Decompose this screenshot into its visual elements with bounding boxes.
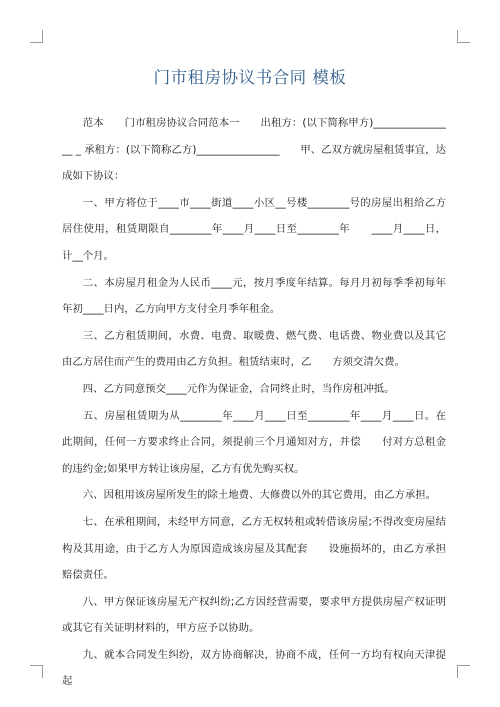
paragraph-clause-1: 一、甲方将位于____市____街道____小区__号楼________号的房屋出租给乙方居住使用，租赁期限自________年____月____日至________年 ____月____日，计__个月。 [62, 196, 446, 262]
paragraph-clause-2: 二、本房屋月租金为人民币____元，按月季度年结算。每月月初每季季初每年年初____日内，乙方向甲方支付全月季年租金。 [62, 276, 446, 316]
paragraph-clause-5: 五、房屋租赁期为从________年____月____日至________年____月____日。在此期间，任何一方要求终止合同，须提前三个月通知对方，并偿 付对方总租金 的违约金;如果甲方转让该房屋，乙方有优先购买权。 [62, 409, 446, 475]
crop-mark-bottom-left [30, 665, 43, 678]
paragraph-clause-7: 七、在承租期间，未经甲方同意，乙方无权转租或转借该房屋;不得改变房屋结构及其用途，由于乙方人为原因造成该房屋及其配套 设施损坏的，由乙方承担赔偿责任。 [62, 515, 446, 582]
paragraph-clause-3: 三、乙方租赁期间，水费、电费、取暖费、燃气费、电话费、物业费以及其它由乙方居住而产生的费用由乙方负担。租赁结束时，乙 方须交清欠费。 [62, 329, 446, 369]
document-body [62, 110, 446, 695]
paragraph-intro: 范本 门市租房协议合同范本一 出租方：(以下简称甲方)________________ _ 承租方：(以下简称乙方)________________ 甲、乙双方就房屋租赁事宜，达成如下协议： [62, 117, 446, 183]
paragraph-clause-4: 四、乙方同意预交____元作为保证金，合同终止时，当作房租冲抵。 [82, 382, 395, 395]
document-title: 门市租房协议书合同 模板 [153, 68, 347, 87]
paragraph-clause-6: 六、因租用该房屋所发生的除土地费、大修费以外的其它费用，由乙方承担。 [82, 489, 437, 502]
crop-mark-bottom-right [457, 665, 470, 678]
crop-mark-top-right [457, 30, 470, 43]
crop-mark-top-left [30, 30, 43, 43]
paragraph-clause-8: 八、甲方保证该房屋无产权纠纷;乙方因经营需要，要求甲方提供房屋产权证明或其它有关证明材料的，甲方应予以协助。 [62, 595, 446, 635]
paragraph-clause-9: 九、就本合同发生纠纷，双方协商解决，协商不成，任何一方均有权向天津提起 [62, 648, 446, 688]
